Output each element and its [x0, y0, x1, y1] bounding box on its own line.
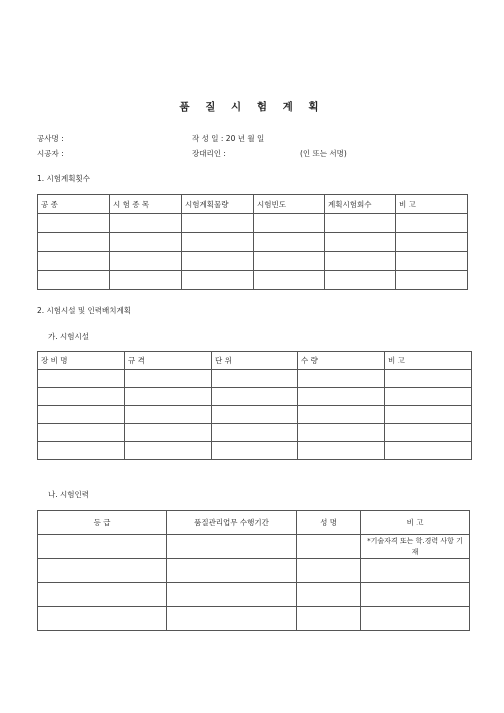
- table-row: [38, 424, 472, 442]
- table-row: [38, 370, 472, 388]
- col-header: 공 종: [38, 195, 110, 214]
- col-header: 시험빈도: [254, 195, 325, 214]
- section2b-heading: 나. 시험인력: [48, 490, 89, 499]
- table-row: [38, 583, 470, 607]
- table-header-row: [38, 195, 468, 214]
- col-header: 시 험 종 목: [110, 195, 182, 214]
- qualification-note: *기술자격 또는 학.경력 사항 기재: [361, 535, 470, 559]
- seal-label: (인 또는 서명): [300, 149, 347, 158]
- col-header: 시험계획물량: [182, 195, 254, 214]
- table-row: [38, 271, 468, 290]
- contractor-label: 시공자 :: [37, 149, 64, 158]
- col-header: 등 급: [38, 511, 167, 535]
- section1-heading: 1. 시험계획횟수: [37, 174, 91, 183]
- test-plan-table: [37, 194, 468, 290]
- col-header: 수 량: [298, 352, 385, 370]
- section2-heading: 2. 시험시설 및 인력배치계획: [37, 306, 132, 315]
- col-header: 장 비 명: [38, 352, 125, 370]
- table-row: [38, 252, 468, 271]
- table-row: [38, 607, 470, 631]
- col-header: 성 명: [297, 511, 361, 535]
- table-row: [38, 214, 468, 233]
- table-row: [38, 233, 468, 252]
- table-row: [38, 406, 472, 424]
- col-header: 비 고: [385, 352, 472, 370]
- table-row: [38, 442, 472, 460]
- col-header: 비 고: [396, 195, 468, 214]
- col-header: 규 격: [125, 352, 212, 370]
- project-label: 공사명 :: [37, 134, 64, 143]
- section2a-heading: 가. 시험시설: [48, 332, 89, 341]
- col-header: 비 고: [361, 511, 470, 535]
- table-row: [38, 388, 472, 406]
- table-header-row: [38, 352, 472, 370]
- test-personnel-table: [37, 510, 470, 631]
- table-row: [38, 535, 470, 559]
- col-header: 단 위: [212, 352, 298, 370]
- page-title: 품 질 시 험 계 획: [179, 101, 325, 113]
- table-header-row: [38, 511, 470, 535]
- col-header: 계획시험회수: [325, 195, 396, 214]
- col-header: 품질관리업무 수행기간: [167, 511, 297, 535]
- date-label: 작 성 일 : 20 년 월 일: [192, 134, 265, 143]
- table-row: [38, 559, 470, 583]
- site-agent-label: 장대리인 :: [192, 149, 226, 158]
- test-facility-table: [37, 351, 472, 460]
